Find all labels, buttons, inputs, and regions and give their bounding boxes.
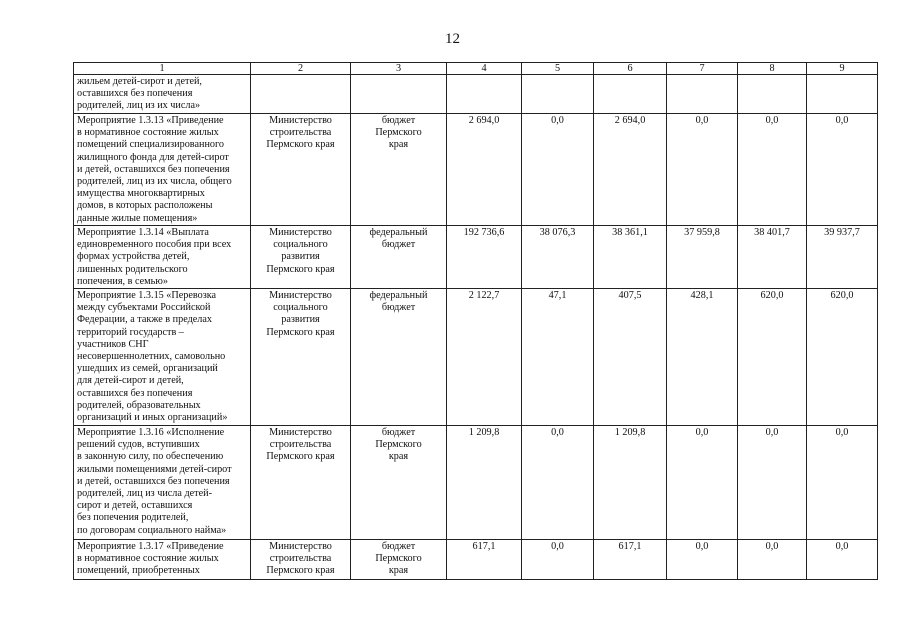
measure-name-cell [74,75,251,114]
measure-name-cell-line: родителей, образовательных [77,399,201,411]
funding-source-cell [351,289,447,426]
table-row [74,540,878,580]
measure-name-cell-line: имущества многоквартирных [77,188,205,200]
measure-name-cell-line: Мероприятие 1.3.16 «Исполнение [77,427,225,439]
measure-name-cell-line: жилыми помещениями детей-сирот [77,463,232,475]
executor-cell-line: Министерство [269,227,332,238]
measure-name-cell-line: оставшихся без попечения [77,387,193,399]
executor-cell [251,226,351,289]
measure-name-cell-line: Федерации, а также в пределах [77,314,212,326]
amount-cell: 2 694,0 [594,114,667,226]
amount-cell [667,75,738,114]
measure-name-cell-line: в законную силу, по обеспечению [77,451,224,463]
funding-source-cell [351,114,447,226]
amount-cell: 38 076,3 [522,226,594,289]
executor-cell-line: Министерство [269,115,332,126]
measure-name-cell-line: единовременного пособия при всех [77,239,232,251]
executor-cell-line: Министерство [269,541,332,553]
measure-name-cell-line: организаций и иных организаций» [77,412,228,424]
column-number-cell: 4 [447,63,522,75]
funding-source-cell-line: федеральный [369,227,428,238]
amount-cell: 2 694,0 [447,114,522,226]
amount-cell: 0,0 [522,540,594,580]
amount-cell: 0,0 [738,426,807,540]
amount-cell: 617,1 [594,540,667,580]
column-number-cell: 7 [667,63,738,75]
measure-name-cell-line: без попечения родителей, [77,512,189,524]
table-row [74,114,878,226]
measure-name-cell-line: ушедших из семей, организаций [77,363,218,375]
measure-name-cell-line: участников СНГ [77,338,149,350]
executor-cell-line: Пермского края [266,565,335,577]
measure-name-cell-line: помещений, приобретенных [77,565,200,577]
executor-cell [251,75,351,114]
measure-name-cell-line: оставшихся без попечения [77,88,193,100]
executor-cell-line: Пермского края [266,263,335,275]
column-number-cell: 2 [251,63,351,75]
measure-name-cell-line: и детей, оставшихся без попечения [77,163,230,175]
amount-cell [447,75,522,114]
measure-name-cell-line: для детей-сирот и детей, [77,375,184,387]
executor-cell-line: социального [273,239,328,251]
funding-source-cell-line: бюджет [381,541,416,553]
executor-cell-line: строительства [269,439,332,451]
page-number: 12 [445,31,460,47]
amount-cell [738,75,807,114]
measure-name-cell-line: жилищного фонда для детей-сирот [77,151,229,163]
funding-source-cell-line: бюджет [381,302,416,314]
measure-name-cell-line: попечения, в семью» [77,275,168,287]
funding-source-cell-line: края [388,565,409,577]
funding-source-cell-line: Пермского [375,439,422,451]
amount-cell: 0,0 [738,540,807,580]
measure-name-cell-line: и детей, оставшихся без попечения [77,475,230,487]
column-number-cell: 9 [807,63,878,75]
amount-cell: 428,1 [667,289,738,426]
measure-name-cell-line: формах устройства детей, [77,251,190,263]
funding-source-cell-line: бюджет [381,427,416,439]
funding-source-cell [351,75,447,114]
funding-source-cell [351,426,447,540]
measure-name-cell-line: между субъектами Российской [77,302,211,314]
measure-name-cell-line: родителей, лиц из их числа» [77,100,201,112]
executor-cell-line: Пермского края [266,326,335,338]
amount-cell: 0,0 [667,114,738,226]
amount-cell: 1 209,8 [447,426,522,540]
measure-name-cell-line: Мероприятие 1.3.17 «Приведение [77,541,224,553]
executor-cell-line: развития [281,251,320,263]
measure-name-cell-line: помещений специализированного [77,139,225,151]
amount-cell: 0,0 [667,540,738,580]
measure-name-cell-line: решений судов, вступивших [77,439,200,451]
amount-cell: 1 209,8 [594,426,667,540]
executor-cell-line: Министерство [269,290,332,302]
amount-cell: 0,0 [522,426,594,540]
amount-cell: 38 361,1 [594,226,667,289]
measure-name-cell-line: в нормативное состояние жилых [77,127,219,139]
amount-cell [594,75,667,114]
funding-source-cell-line: края [388,139,409,151]
column-number-cell: 8 [738,63,807,75]
measure-name-cell-line: сирот и детей, оставшихся [77,500,193,512]
executor-cell [251,114,351,226]
column-number-row [74,63,878,75]
executor-cell-line: строительства [269,127,332,139]
amount-cell: 0,0 [522,114,594,226]
measure-name-cell-line: территорий государств – [77,326,184,338]
table-row [74,75,878,114]
measure-name-cell [74,540,251,580]
executor-cell-line: социального [273,302,328,314]
executor-cell [251,289,351,426]
amount-cell: 0,0 [807,540,878,580]
funding-source-cell-line: края [388,451,409,463]
measure-name-cell [74,114,251,226]
amount-cell: 407,5 [594,289,667,426]
amount-cell: 620,0 [807,289,878,426]
amount-cell: 47,1 [522,289,594,426]
measure-name-cell-line: домов, в которых расположены [77,200,213,212]
executor-cell-line: развития [281,314,320,326]
column-number-cell: 5 [522,63,594,75]
executor-cell-line: Пермского края [266,451,335,463]
amount-cell: 620,0 [738,289,807,426]
column-number-cell: 6 [594,63,667,75]
measure-name-cell-line: лишенных родительского [77,263,188,275]
measure-name-cell-line: Мероприятие 1.3.15 «Перевозка [77,290,217,302]
measure-name-cell-line: данные жилые помещения» [77,212,198,224]
measure-name-cell-line: жильем детей-сирот и детей, [77,76,202,87]
amount-cell: 0,0 [738,114,807,226]
amount-cell: 0,0 [807,426,878,540]
amount-cell: 2 122,7 [447,289,522,426]
measure-name-cell-line: Мероприятие 1.3.14 «Выплата [77,227,209,238]
amount-cell: 617,1 [447,540,522,580]
amount-cell: 38 401,7 [738,226,807,289]
table-row [74,226,878,289]
amount-cell: 0,0 [667,426,738,540]
measure-name-cell [74,289,251,426]
measure-name-cell-line: родителей, лиц из их числа, общего [77,176,232,188]
column-number-cell: 3 [351,63,447,75]
amount-cell: 192 736,6 [447,226,522,289]
funding-source-cell-line: бюджет [381,115,416,126]
measure-name-cell [74,226,251,289]
amount-cell: 39 937,7 [807,226,878,289]
funding-source-cell [351,540,447,580]
funding-source-cell-line: федеральный [369,290,428,302]
executor-cell [251,540,351,580]
measure-name-cell [74,426,251,540]
measure-name-cell-line: Мероприятие 1.3.13 «Приведение [77,115,224,126]
column-number-cell: 1 [74,63,251,75]
table-row [74,289,878,426]
executor-cell-line: Пермского края [266,139,335,151]
funding-source-cell [351,226,447,289]
funding-source-cell-line: бюджет [381,239,416,251]
measure-name-cell-line: в нормативное состояние жилых [77,553,219,565]
funding-source-cell-line: Пермского [375,553,422,565]
program-measures-table [73,62,878,580]
amount-cell [522,75,594,114]
amount-cell [807,75,878,114]
measure-name-cell-line: несовершеннолетних, самовольно [77,351,226,363]
table-row [74,426,878,540]
measure-name-cell-line: родителей, лиц из числа детей- [77,488,212,500]
funding-source-cell-line: Пермского [375,127,422,139]
measure-name-cell-line: по договорам социального найма» [77,524,227,536]
amount-cell: 37 959,8 [667,226,738,289]
executor-cell-line: Министерство [269,427,332,439]
executor-cell [251,426,351,540]
executor-cell-line: строительства [269,553,332,565]
amount-cell: 0,0 [807,114,878,226]
